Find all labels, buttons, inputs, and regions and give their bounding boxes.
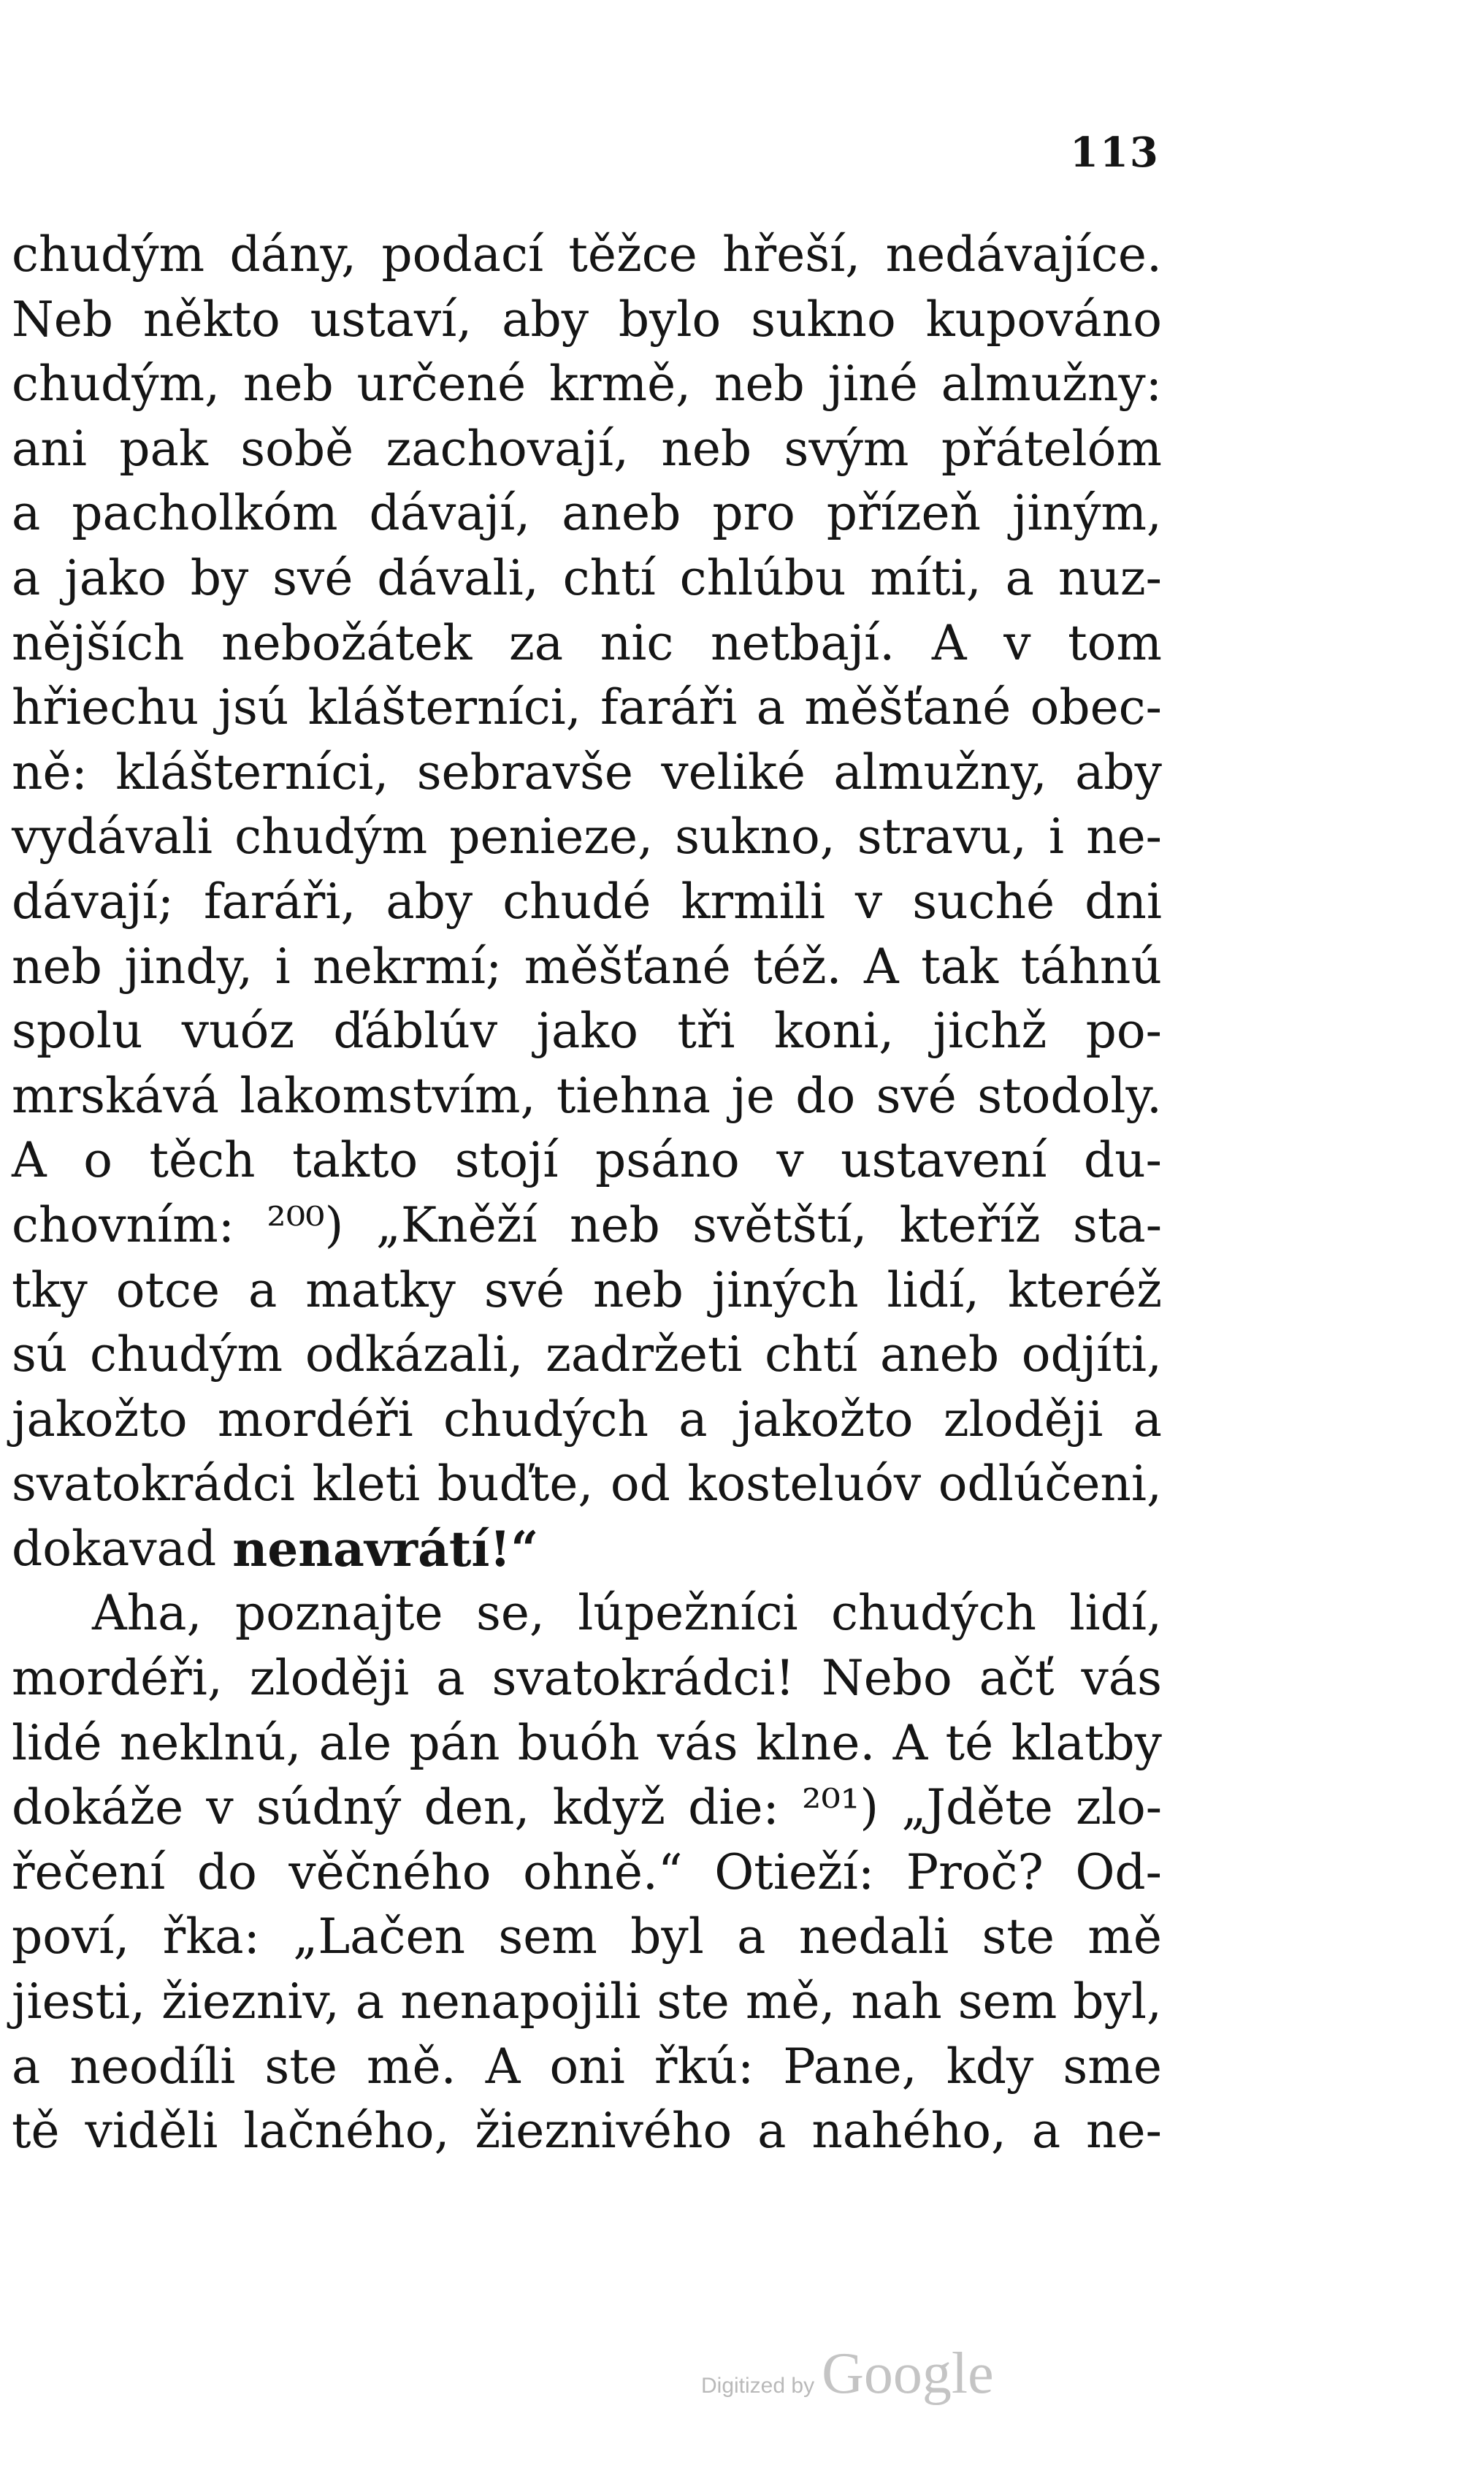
text-line: sú chudým odkázali, zadržeti chtí aneb odjíti, bbox=[12, 1326, 1162, 1383]
text-line: dokáže v súdný den, když die: ²⁰¹) „Jděte zlo- bbox=[12, 1779, 1162, 1836]
text-line bbox=[12, 1517, 1162, 1582]
text-line: a jako by své dávali, chtí chlúbu míti, a nuz- bbox=[12, 549, 1162, 606]
text-line: spolu vuóz ďáblúv jako tři koni, jichž po- bbox=[12, 1003, 1162, 1060]
text-line: nějších nebožátek za nic netbají. A v tom bbox=[12, 614, 1162, 671]
text-line-segment: dokavad bbox=[12, 1520, 217, 1577]
text-line: chovním: ²⁰⁰) „Kněží neb světští, kteříž sta- bbox=[12, 1196, 1162, 1253]
google-logo: Google bbox=[822, 2342, 994, 2406]
text-line-bold-segment: nenavrátí!“ bbox=[232, 1520, 539, 1578]
body-text bbox=[12, 223, 1162, 2164]
text-line: mrskává lakomstvím, tiehna je do své stodoly. bbox=[12, 1067, 1162, 1124]
text-line: svatokrádci kleti buďte, od kosteluóv odlúčeni, bbox=[12, 1456, 1162, 1513]
text-line: a pacholkóm dávají, aneb pro přízeň jiným, bbox=[12, 485, 1162, 542]
text-line: ně: klášterníci, sebravše veliké almužny, aby bbox=[12, 744, 1162, 800]
text-line: tky otce a matky své neb jiných lidí, kteréž bbox=[12, 1261, 1162, 1318]
text-line: řečení do věčného ohně.“ Otieží: Proč? Od- bbox=[12, 1843, 1162, 1900]
text-line: jiesti, žiezniv, a nenapojili ste mě, nah sem byl, bbox=[12, 1973, 1162, 2030]
text-line: neb jindy, i nekrmí; měšťané též. A tak táhnú bbox=[12, 938, 1162, 995]
text-line: vydávali chudým penieze, sukno, stravu, i ne- bbox=[12, 809, 1162, 865]
text-line: jakožto mordéři chudých a jakožto zloději a bbox=[12, 1391, 1162, 1448]
text-line: ani pak sobě zachovají, neb svým přátelóm bbox=[12, 420, 1162, 477]
watermark-digitized-label: Digitized by bbox=[701, 2374, 815, 2398]
text-line: lidé neklnú, ale pán buóh vás klne. A té klatby bbox=[12, 1714, 1162, 1771]
text-line: Aha, poznajte se, lúpežníci chudých lidí, bbox=[92, 1585, 1162, 1642]
text-line: A o těch takto stojí psáno v ustavení du- bbox=[12, 1132, 1162, 1189]
text-line: chudým dány, podací těžce hřeší, nedávajíce. bbox=[12, 226, 1162, 283]
text-line: tě viděli lačného, žieznivého a nahého, a ne- bbox=[12, 2103, 1162, 2160]
text-line: a neodíli ste mě. A oni řkú: Pane, kdy sme bbox=[12, 2038, 1162, 2095]
text-line: Neb někto ustaví, aby bylo sukno kupováno bbox=[12, 291, 1162, 348]
text-line: poví, řka: „Lačen sem byl a nedali ste mě bbox=[12, 1908, 1162, 1965]
page-number: 113 bbox=[1070, 129, 1160, 177]
text-line: chudým, neb určené krmě, neb jiné almužny: bbox=[12, 356, 1162, 413]
text-line: mordéři, zloději a svatokrádci! Nebo ačť vás bbox=[12, 1650, 1162, 1707]
text-line: dávají; faráři, aby chudé krmili v suché dni bbox=[12, 873, 1162, 930]
digitized-watermark bbox=[701, 2341, 994, 2407]
text-line: hřiechu jsú klášterníci, faráři a měšťané obec- bbox=[12, 679, 1162, 736]
